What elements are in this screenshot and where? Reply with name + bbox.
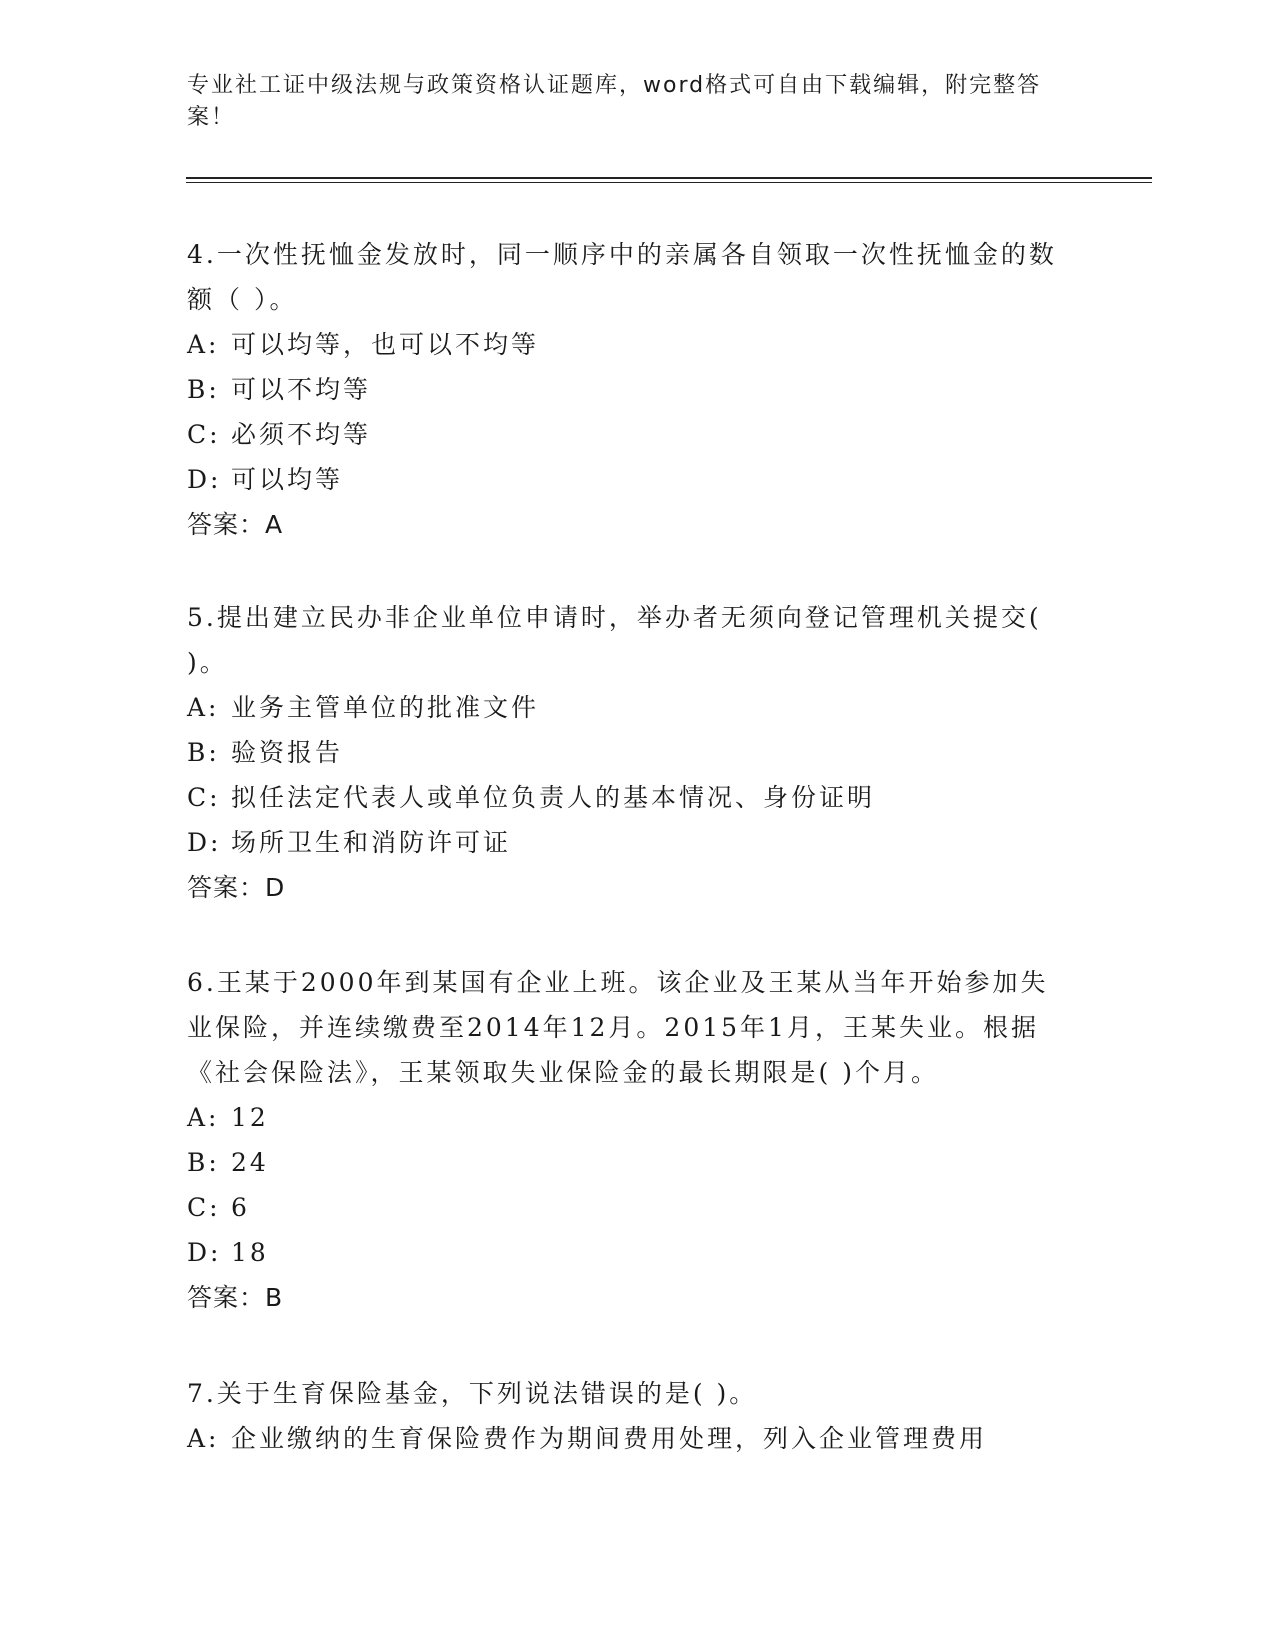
- option-a: [187, 1095, 1067, 1140]
- option-text: 拟任法定代表人或单位负责人的基本情况、身份证明: [231, 783, 876, 812]
- option-c: [187, 775, 1067, 820]
- question-4: [187, 232, 1067, 547]
- option-a: [187, 685, 1067, 730]
- answer-line: 答案：A: [187, 510, 284, 539]
- option-text: 企业缴纳的生育保险费作为期间费用处理，列入企业管理费用: [231, 1424, 988, 1453]
- header-divider-thin: [186, 182, 1152, 183]
- option-text: 验资报告: [231, 738, 344, 767]
- option-c: [187, 412, 1067, 457]
- question-stem: 6.王某于2000年到某国有企业上班。该企业及王某从当年开始参加失业保险，并连续缴费至2014年12月。2015年1月，王某失业。根据《社会保险法》，王某领取失业保险金的最长期限是( )个月。: [187, 968, 1049, 1087]
- page-header: 专业社工证中级法规与政策资格认证题库，word格式可自由下载编辑，附完整答案！: [187, 73, 1042, 130]
- option-letter: C:: [187, 783, 221, 812]
- option-letter: A:: [187, 1103, 220, 1132]
- option-b: [187, 730, 1067, 775]
- question-stem: 4.一次性抚恤金发放时，同一顺序中的亲属各自领取一次性抚恤金的数额（ ）。: [187, 240, 1057, 314]
- option-d: [187, 457, 1067, 502]
- option-text: 6: [231, 1193, 250, 1222]
- option-text: 可以均等: [231, 465, 344, 494]
- option-c: [187, 1185, 1067, 1230]
- option-letter: B:: [187, 375, 220, 404]
- option-a: [187, 1416, 1067, 1461]
- question-6: [187, 960, 1067, 1320]
- option-a: [187, 322, 1067, 367]
- option-text: 必须不均等: [231, 420, 372, 449]
- answer-line: 答案：B: [187, 1283, 284, 1312]
- option-letter: C:: [187, 1193, 221, 1222]
- header-divider-thick: [186, 177, 1152, 179]
- question-5: [187, 595, 1067, 910]
- option-letter: A:: [187, 1424, 220, 1453]
- option-letter: D:: [187, 828, 222, 857]
- option-text: 业务主管单位的批准文件: [231, 693, 540, 722]
- option-text: 12: [231, 1103, 269, 1132]
- option-letter: B:: [187, 738, 220, 767]
- option-b: [187, 367, 1067, 412]
- question-stem: 5.提出建立民办非企业单位申请时，举办者无须向登记管理机关提交( )。: [187, 603, 1042, 677]
- option-text: 可以不均等: [231, 375, 372, 404]
- option-letter: A:: [187, 330, 220, 359]
- option-letter: D:: [187, 465, 222, 494]
- option-text: 24: [231, 1148, 269, 1177]
- option-letter: D:: [187, 1238, 222, 1267]
- answer-line: 答案：D: [187, 873, 286, 902]
- option-text: 18: [231, 1238, 269, 1267]
- option-d: [187, 1230, 1067, 1275]
- option-text: 场所卫生和消防许可证: [231, 828, 512, 857]
- option-b: [187, 1140, 1067, 1185]
- question-7: [187, 1371, 1067, 1461]
- question-stem: 7.关于生育保险基金，下列说法错误的是( )。: [187, 1379, 758, 1408]
- option-d: [187, 820, 1067, 865]
- option-letter: C:: [187, 420, 221, 449]
- option-text: 可以均等，也可以不均等: [231, 330, 540, 359]
- option-letter: A:: [187, 693, 220, 722]
- option-letter: B:: [187, 1148, 220, 1177]
